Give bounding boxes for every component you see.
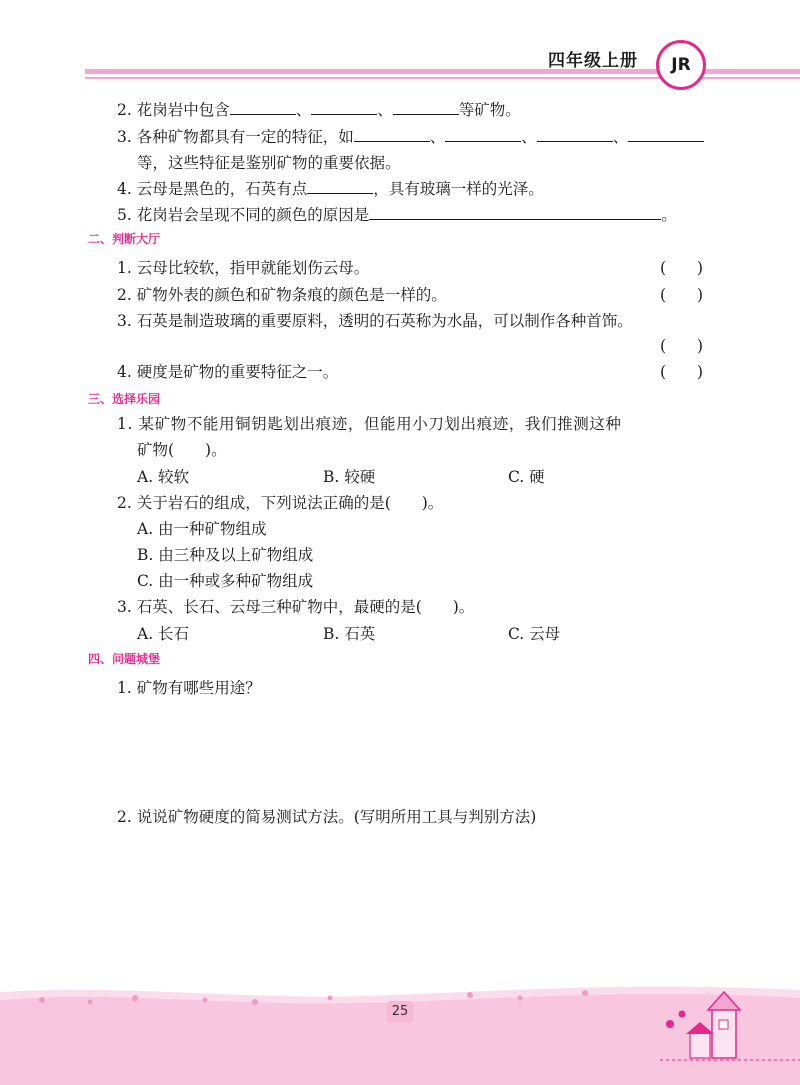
edition-badge-text: JR [671, 55, 691, 75]
option-b[interactable]: B. 较硬 [323, 468, 376, 486]
open-question-1: 1. 矿物有哪些用途？ [117, 679, 261, 697]
question-text: 4. 云母是黑色的，石英有点 [117, 180, 308, 198]
option-c[interactable]: C. 云母 [508, 625, 561, 643]
answer-blank[interactable] [354, 127, 430, 142]
section-title-choice: 三、选择乐园 [88, 392, 161, 406]
edition-badge [656, 40, 706, 90]
answer-blank[interactable] [628, 127, 704, 142]
separator: 、 [377, 101, 393, 119]
fill-question-4 [117, 177, 544, 199]
answer-parentheses[interactable]: ( ) [660, 363, 704, 381]
option-c[interactable]: C. 硬 [508, 468, 545, 486]
option-b[interactable]: B. 由三种及以上矿物组成 [137, 546, 314, 564]
answer-blank[interactable] [230, 100, 296, 115]
judge-item-2: 2. 矿物外表的颜色和矿物条痕的颜色是一样的。 [117, 286, 447, 304]
section-title-judge: 二、判断大厅 [88, 232, 161, 246]
option-a[interactable]: A. 较软 [137, 468, 190, 486]
answer-parentheses[interactable]: ( ) [660, 337, 704, 355]
judge-item-4: 4. 硬度是矿物的重要特征之一。 [117, 363, 339, 381]
question-text: 5. 花岗岩会呈现不同的颜色的原因是 [117, 206, 370, 224]
answer-parentheses[interactable]: ( ) [660, 286, 704, 304]
section-title-questions: 四、问题城堡 [88, 652, 161, 666]
choice-question-1: 1. 某矿物不能用铜钥匙划出痕迹，但能用小刀划出痕迹，我们推测这种 [117, 415, 622, 433]
answer-parentheses[interactable]: ( ) [660, 259, 704, 277]
separator: 、 [612, 128, 629, 146]
question-text: 等矿物。 [458, 101, 521, 119]
separator: 、 [429, 128, 446, 146]
grade-label: 四年级上册 [548, 51, 638, 71]
fill-question-2 [117, 98, 521, 120]
choice-question-1-continued: 矿物( )。 [137, 441, 227, 459]
answer-blank[interactable] [369, 205, 661, 220]
judge-item-1: 1. 云母比较软，指甲就能划伤云母。 [117, 259, 370, 277]
option-b[interactable]: B. 石英 [323, 625, 376, 643]
judge-item-3: 3. 石英是制造玻璃的重要原料，透明的石英称为水晶，可以制作各种首饰。 [117, 312, 633, 330]
footer-decoration [0, 980, 800, 1085]
answer-blank[interactable] [307, 179, 373, 194]
question-text: ，具有玻璃一样的光泽。 [373, 180, 544, 198]
choice-question-3: 3. 石英、长石、云母三种矿物中，最硬的是( )。 [117, 598, 475, 616]
option-a[interactable]: A. 由一种矿物组成 [137, 520, 267, 538]
answer-blank[interactable] [393, 100, 459, 115]
separator: 、 [295, 101, 312, 119]
page-number: 25 [387, 1001, 413, 1023]
answer-blank[interactable] [445, 127, 521, 142]
fill-question-3 [117, 125, 704, 147]
question-text: 。 [661, 206, 677, 224]
option-c[interactable]: C. 由一种或多种矿物组成 [137, 572, 314, 590]
question-text: 2. 花岗岩中包含 [117, 101, 230, 119]
fill-question-5 [117, 203, 677, 225]
fill-question-3-continued: 等，这些特征是鉴别矿物的重要依据。 [137, 154, 401, 172]
page-header [0, 0, 800, 100]
open-question-2: 2. 说说矿物硬度的简易测试方法。(写明所用工具与判别方法) [117, 808, 537, 826]
answer-blank[interactable] [537, 127, 613, 142]
answer-blank[interactable] [311, 100, 377, 115]
question-text: 3. 各种矿物都具有一定的特征，如 [117, 128, 354, 146]
separator: 、 [521, 128, 537, 146]
option-a[interactable]: A. 长石 [137, 625, 190, 643]
choice-question-2: 2. 关于岩石的组成，下列说法正确的是( )。 [117, 494, 444, 512]
